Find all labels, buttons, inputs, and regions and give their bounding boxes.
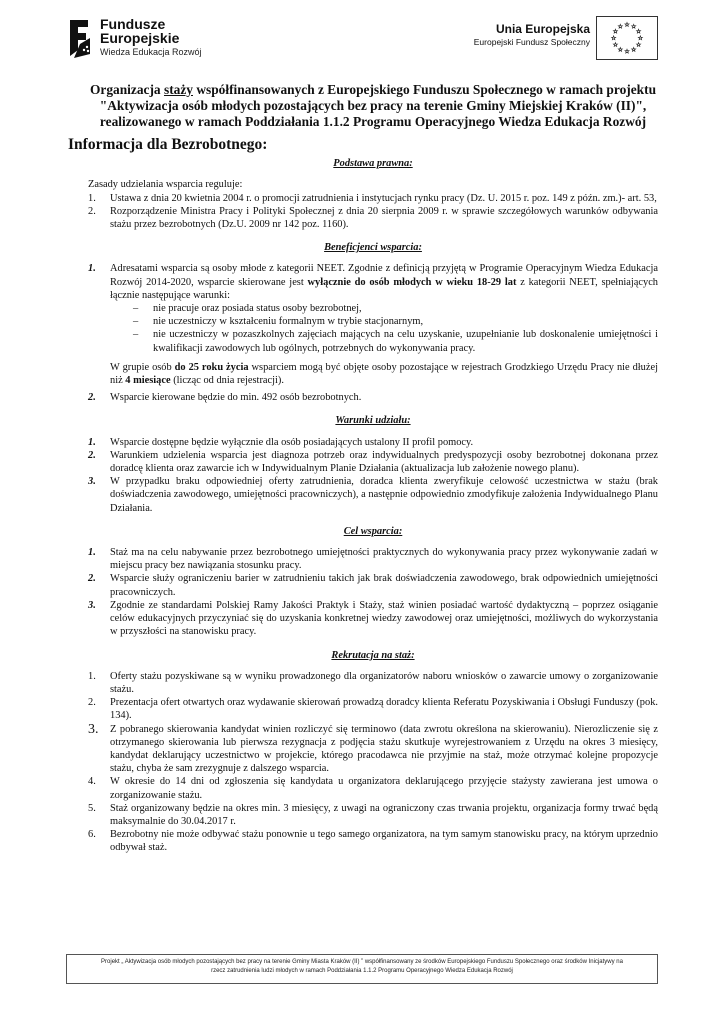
list-item: 2. Warunkiem udzielenia wsparcia jest diagnoza potrzeb oraz indywidualnych predyspozycji osoby bezrobotnej dokonana przez doradcę klienta oraz zawarcie ich w Indywidualnym Planie Działania (aktualizacja lub założenie nowego planu). — [88, 449, 658, 475]
list-item: 1. Wsparcie dostępne będzie wyłącznie dla osób posiadających ustalony II profil pomocy. — [88, 436, 474, 448]
podstawa-list — [88, 192, 658, 232]
footer-line1: Projekt „ Aktywizacja osób młodych pozostających bez pracy na terenie Gminy Miasta Kraków (II) ” współfinansowany ze środków Europejskiego Funduszu Społecznego oraz środków Inicjatywy na — [101, 959, 623, 965]
eu-star-icon — [612, 36, 616, 40]
section-heading-cel: Cel wsparcia: — [343, 525, 403, 537]
neet-conditions-list — [88, 302, 658, 355]
ue-logo-line1: Unia Europejska — [495, 22, 590, 36]
eu-flag-icon — [596, 16, 658, 60]
fundusze-europejskie-logo — [66, 16, 236, 62]
section-heading-warunki: Warunki udziału: — [335, 415, 411, 427]
eu-star-icon — [613, 29, 617, 33]
eu-star-icon — [625, 23, 629, 27]
cel-list — [88, 546, 658, 638]
warunki-list — [88, 436, 658, 515]
section-heading-podstawa: Podstawa prawna: — [333, 158, 413, 170]
section-heading-rekrutacja: Rekrutacja na staż: — [331, 649, 415, 661]
ue-logo-line2: Europejski Fundusz Społeczny — [473, 37, 590, 47]
fe-logo-line2: Europejskie — [100, 30, 180, 46]
list-item: 3. W przypadku braku odpowiedniej oferty zatrudnienia, doradca klienta zweryfikuje celowość uczestnictwa w stażu (brak doświadczenia zawodowego, umiejętności pracowniczych), a następnie odpowiednio zmodyfikuje założenia Indywidualnego Planu Działania. — [88, 476, 658, 514]
age-note: W grupie osób do 25 roku życia wsparciem mogą być objęte osoby pozostające w rejestrach Grodzkiego Urzędu Pracy nie dłużej niż 4 miesiące (licząc od dnia rejestracji). — [110, 361, 658, 387]
eu-star-icon — [618, 47, 622, 51]
document-title — [88, 82, 658, 130]
fe-logo-line1: Fundusze — [100, 16, 166, 32]
list-item: 4. W okresie do 14 dni od zgłoszenia się kandydata u organizatora deklarującego przyjęcie stażysty zawierana jest umowa o zorganizowanie stażu. — [88, 776, 658, 801]
list-item: – nie uczestniczy w pozaszkolnych zajęciach mających na celu uzyskanie, uzupełnianie lub doskonalenie umiejętności i kwalifikacji zawodowych lub ogólnych, potrzebnych do wykonywania pracy. — [133, 328, 658, 354]
list-item: 5. Staż organizowany będzie na okres min. 3 miesięcy, z uwagi na ograniczony czas trwania projektu, organizacja formy trwać będą maksymalnie do 30.04.2017 r. — [88, 802, 658, 827]
list-item: 1. Staż ma na celu nabywanie przez bezrobotnego umiejętności praktycznych do wykonywania pracy przez wykonywanie zadań w miejscu pracy bez nawiązania stosunku pracy. — [88, 547, 658, 572]
eu-star-icon — [632, 47, 636, 51]
eu-star-icon — [637, 43, 641, 47]
eu-star-icon — [613, 43, 617, 47]
list-item: – nie pracuje oraz posiada status osoby bezrobotnej, — [133, 302, 658, 315]
list-item: 2. Wsparcie kierowane będzie do min. 492 osób bezrobotnych. — [88, 392, 362, 404]
footer-line2: rzecz zatrudnienia ludzi młodych w ramach Poddziałania 1.1.2 Programu Operacyjnego Wiedza Edukacja Rozwój — [211, 968, 513, 974]
fe-logo-line3: Wiedza Edukacja Rozwój — [100, 47, 202, 57]
list-item: 2. Wsparcie służy ograniczeniu barier w zatrudnieniu takich jak brak doświadczenia zawodowego, brak odpowiednich umiejętności pracowniczych. — [88, 573, 658, 598]
title-part1: Organizacja — [89, 82, 164, 97]
info-heading: Informacja dla Bezrobotnego: — [68, 136, 268, 153]
eu-star-icon — [637, 29, 641, 33]
unia-europejska-logo — [473, 16, 658, 62]
fe-logo-icon — [66, 16, 94, 60]
list-item: 1. Adresatami wsparcia są osoby młode z kategorii NEET. Zgodnie z definicją przyjętą w Programie Operacyjnym Wiedza Edukacja Rozwój 2014-2020, wsparcie skierowane jest wyłącznie do osób młodych w wieku 18-29 lat z kategorii NEET, spełniających łącznie następujące warunki: — [88, 263, 659, 301]
title-part2: współfinansowanych z Europejskiego Funduszu Społecznego w ramach projektu "Aktywizacja osób młodych pozostających bez pracy na terenie Gminy Miejskiej Kraków (II)", realizowanego w ramach Poddziałania 1.1.2 Programu Operacyjnego Wiedza Edukacja Rozwój — [99, 82, 657, 129]
list-item: 1. Oferty stażu pozyskiwane są w wyniku prowadzonego dla organizatorów naboru wniosków o zawarcie umowy o zorganizowanie stażu. — [88, 670, 658, 695]
eu-star-icon — [625, 49, 629, 53]
list-item: 3. Zgodnie ze standardami Polskiej Ramy Jakości Praktyk i Staży, staż winien posiadać wartość dydaktyczną – poprzez osiąganie celów edukacyjnych przyczyniać się do uzyskania konkretnej wiedzy zawodowej oraz umiejętności, możliwych do wykorzystania w przyszłości na stanowisku pracy. — [88, 599, 658, 638]
section-heading-beneficjenci: Beneficjenci wsparcia: — [324, 242, 422, 254]
list-item: 3. Z pobranego skierowania kandydat winien rozliczyć się terminowo (data zwrotu określona na skierowaniu). Nierozliczenie się z otrzymanego skierowania lub pierwsza rezygnacja z podjęcia stażu skutkuje wyrejestrowaniem z Urzędu na okres 3 miesięcy, kandydat deklarujący uczestnictwo w projekcie, którego pracodawca nie przyjmie na staż, może otrzymać kolejne propozycje stażu, chyba że sam zrezygnuje z dalszego wsparcia. — [88, 721, 658, 775]
beneficjenci-list — [88, 262, 658, 302]
list-item: 2. Prezentacja ofert otwartych oraz wydawanie skierowań prowadzą doradcy klienta Referatu Pozyskiwania i Obsługi Funduszy (pok. 134). — [88, 697, 658, 722]
list-item: 2. Rozporządzenie Ministra Pracy i Polityki Społecznej z dnia 20 sierpnia 2009 r. w sprawie szczegółowych warunków odbywania stażu przez bezrobotnych (Dz.U. 2009 nr 142 poz. 1160). — [88, 205, 658, 231]
beneficjenci-list-2 — [88, 391, 658, 404]
title-underlined: staży — [163, 82, 193, 97]
eu-star-icon — [632, 24, 636, 28]
project-footer — [66, 954, 658, 984]
document-body — [68, 82, 659, 855]
list-item: 1. Ustawa z dnia 20 kwietnia 2004 r. o promocji zatrudnienia i instytucjach rynku pracy (Dz. U. 2015 r. poz. 149 z późn. zm.)- art. 53, — [88, 192, 657, 204]
list-item: 6. Bezrobotny nie może odbywać stażu ponownie u tego samego organizatora, na tym samym stanowisku pracy, na którym uprzednio odbywał staż. — [88, 829, 658, 854]
rekrutacja-list — [88, 670, 658, 855]
eu-star-icon — [618, 24, 622, 28]
list-item: – nie uczestniczy w kształceniu formalnym w trybie stacjonarnym, — [133, 315, 658, 328]
eu-star-icon — [638, 36, 642, 40]
podstawa-intro: Zasady udzielania wsparcia reguluje: — [88, 179, 243, 191]
